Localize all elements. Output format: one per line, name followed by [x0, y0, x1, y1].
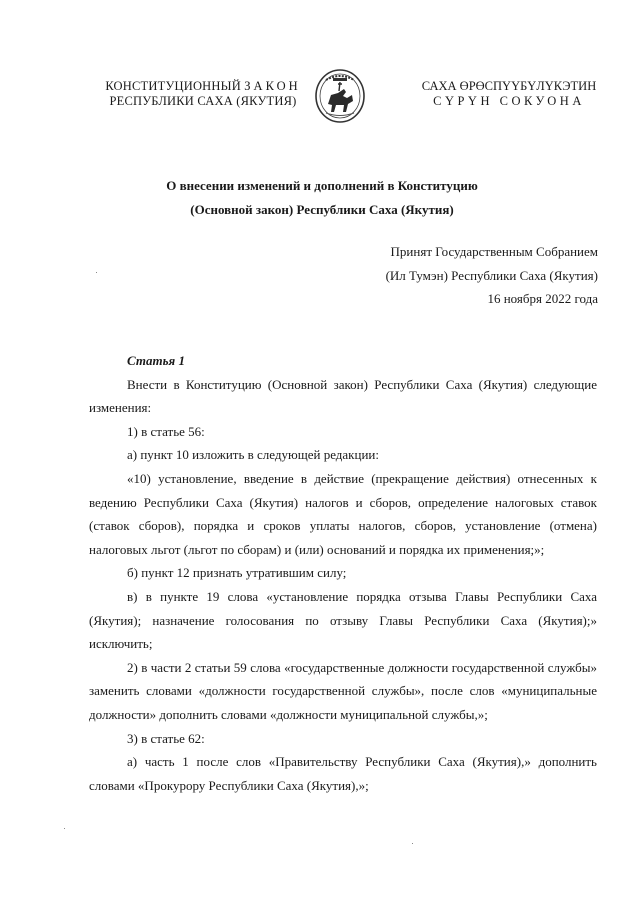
paragraph: а) часть 1 после слов «Правительству Республики Саха (Якутия),» дополнить словами «Прокурору Республики Саха (Якутия),»;: [89, 754, 597, 793]
header-right-line2: СҮРҮН СОКУОНА: [433, 94, 585, 108]
adoption-line2: (Ил Тумэн) Республики Саха (Якутия): [385, 267, 598, 283]
header-right-line1: САХА ӨРӨСПҮҮБҮЛҮКЭТИН: [421, 79, 597, 93]
paragraph: а) пункт 10 изложить в следующей редакции:: [127, 447, 379, 463]
paragraph: 3) в статье 62:: [127, 730, 205, 746]
scan-speck: [412, 843, 413, 844]
document-body: [89, 349, 597, 797]
scan-speck: [64, 828, 65, 829]
paragraph: 1) в статье 56:: [127, 423, 205, 439]
paragraph: «10) установление, введение в действие (прекращение действия) отнесенных к ведению Республики Саха (Якутия) налогов и сборов, определение налоговых ставок (ставок сборов), порядка и сроков уплаты налогов, сборов, установление (отмена) налоговых льгот (льгот по сборам) и (или) оснований и порядка их применения;»;: [89, 470, 597, 557]
coat-of-arms-emblem: [314, 68, 366, 124]
title-line2: (Основной закон) Республики Саха (Якутия): [190, 202, 454, 217]
paragraph: Внести в Конституцию (Основной закон) Республики Саха (Якутия) следующие изменения:: [89, 376, 597, 416]
paragraph: в) в пункте 19 слова «установление порядка отзыва Главы Республики Саха (Якутия); назначение голосования по отзыву Главы Республики Саха (Якутия);» исключить;: [89, 588, 597, 652]
paragraph: б) пункт 12 признать утратившим силу;: [127, 565, 347, 581]
header-left-line1-a: КОНСТИТУЦИОННЫЙ: [105, 79, 245, 93]
adoption-line1: Принят Государственным Собранием: [390, 244, 598, 259]
adoption-date: 16 ноября 2022 года: [487, 291, 598, 306]
document-title: [60, 174, 584, 222]
scan-speck: [96, 272, 97, 273]
adoption-note: [298, 240, 598, 311]
title-line1: О внесении изменений и дополнений в Конституцию: [166, 178, 478, 193]
paragraph: 2) в части 2 статьи 59 слова «государственные должности государственной службы» заменить словами «должности государственной службы», после слов «муниципальные должности» дополнить словами «должности муниципальной службы,»;: [89, 659, 597, 722]
header-left-line2: РЕСПУБЛИКИ САХА (ЯКУТИЯ): [109, 94, 297, 108]
article-heading: Статья 1: [127, 353, 185, 368]
header-left-line1-b: ЗАКОН: [244, 79, 301, 93]
header-left: [98, 79, 308, 109]
header-right: [404, 79, 614, 109]
